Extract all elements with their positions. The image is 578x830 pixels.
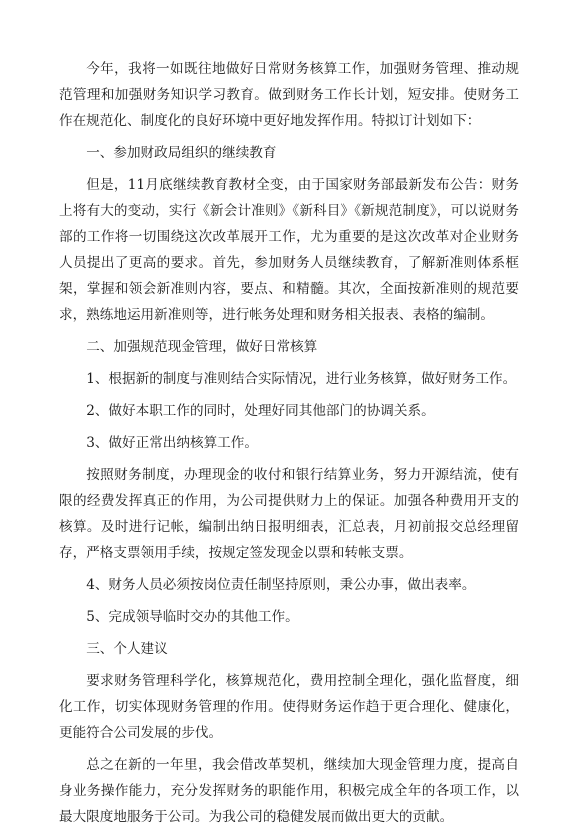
list-item-4: 4、财务人员必须按岗位责任制坚持原则，秉公办事，做出表率。 xyxy=(86,577,476,593)
intro-paragraph: 今年，我将一如既往地做好日常财务核算工作，加强财务管理、推动规范管理和加强财务知识学习教育。做到财务工作长计划，短安排。使财务工作在规范化、制度化的良好环境中更好地发挥作用。特拟订计划如下： xyxy=(59,61,519,129)
paragraph-cashier: 按照财务制度，办理现金的收付和银行结算业务，努力开源结流，使有限的经费发挥真正的作用，为公司提供财力上的保证。加强各种费用开支的核算。及时进行记帐，编制出纳日报明细表，汇总表，月初前报交总经理留存，严格支票领用手续，按规定签发现金以票和转帐支票。 xyxy=(59,467,519,561)
list-item-3: 3、做好正常出纳核算工作。 xyxy=(86,435,258,451)
list-item-1: 1、根据新的制度与准则结合实际情况，进行业务核算，做好财务工作。 xyxy=(86,371,517,387)
section-heading-continuing-education: 一、参加财政局组织的继续教育 xyxy=(86,145,277,161)
paragraph-suggestions: 要求财务管理科学化，核算规范化，费用控制全理化，强化监督度，细化工作，切实体现财务管理的作用。使得财务运作趋于更合理化、健康化，更能符合公司发展的步伐。 xyxy=(59,673,519,741)
paragraph-continuing-education: 但是，11月底继续教育教材全变，由于国家财务部最新发布公告：财务上将有大的变动，实行《新会计准则》《新科目》《新规范制度》，可以说财务部的工作将一切围绕这次改革展开工作，尤为重要的是这次改革对企业财务人员提出了更高的要求。首先，参加财务人员继续教育，了解新准则体系框架，掌握和领会新准则内容，要点、和精髓。其次，全面按新准则的规范要求，熟练地运用新准则等，进行帐务处理和财务相关报表、表格的编制。 xyxy=(59,177,519,323)
section-heading-cash-management: 二、加强规范现金管理，做好日常核算 xyxy=(86,339,318,355)
section-heading-personal-suggestions: 三、个人建议 xyxy=(86,641,168,657)
list-item-2: 2、做好本职工作的同时，处理好同其他部门的协调关系。 xyxy=(86,403,435,419)
paragraph-conclusion: 总之在新的一年里，我会借改革契机，继续加大现金管理力度，提高自身业务操作能力，充分发挥财务的职能作用，积极完成全年的各项工作，以最大限度地服务于公司。为我公司的稳健发展而做出更大的贡献。 xyxy=(59,757,519,825)
list-item-5: 5、完成领导临时交办的其他工作。 xyxy=(86,609,299,625)
